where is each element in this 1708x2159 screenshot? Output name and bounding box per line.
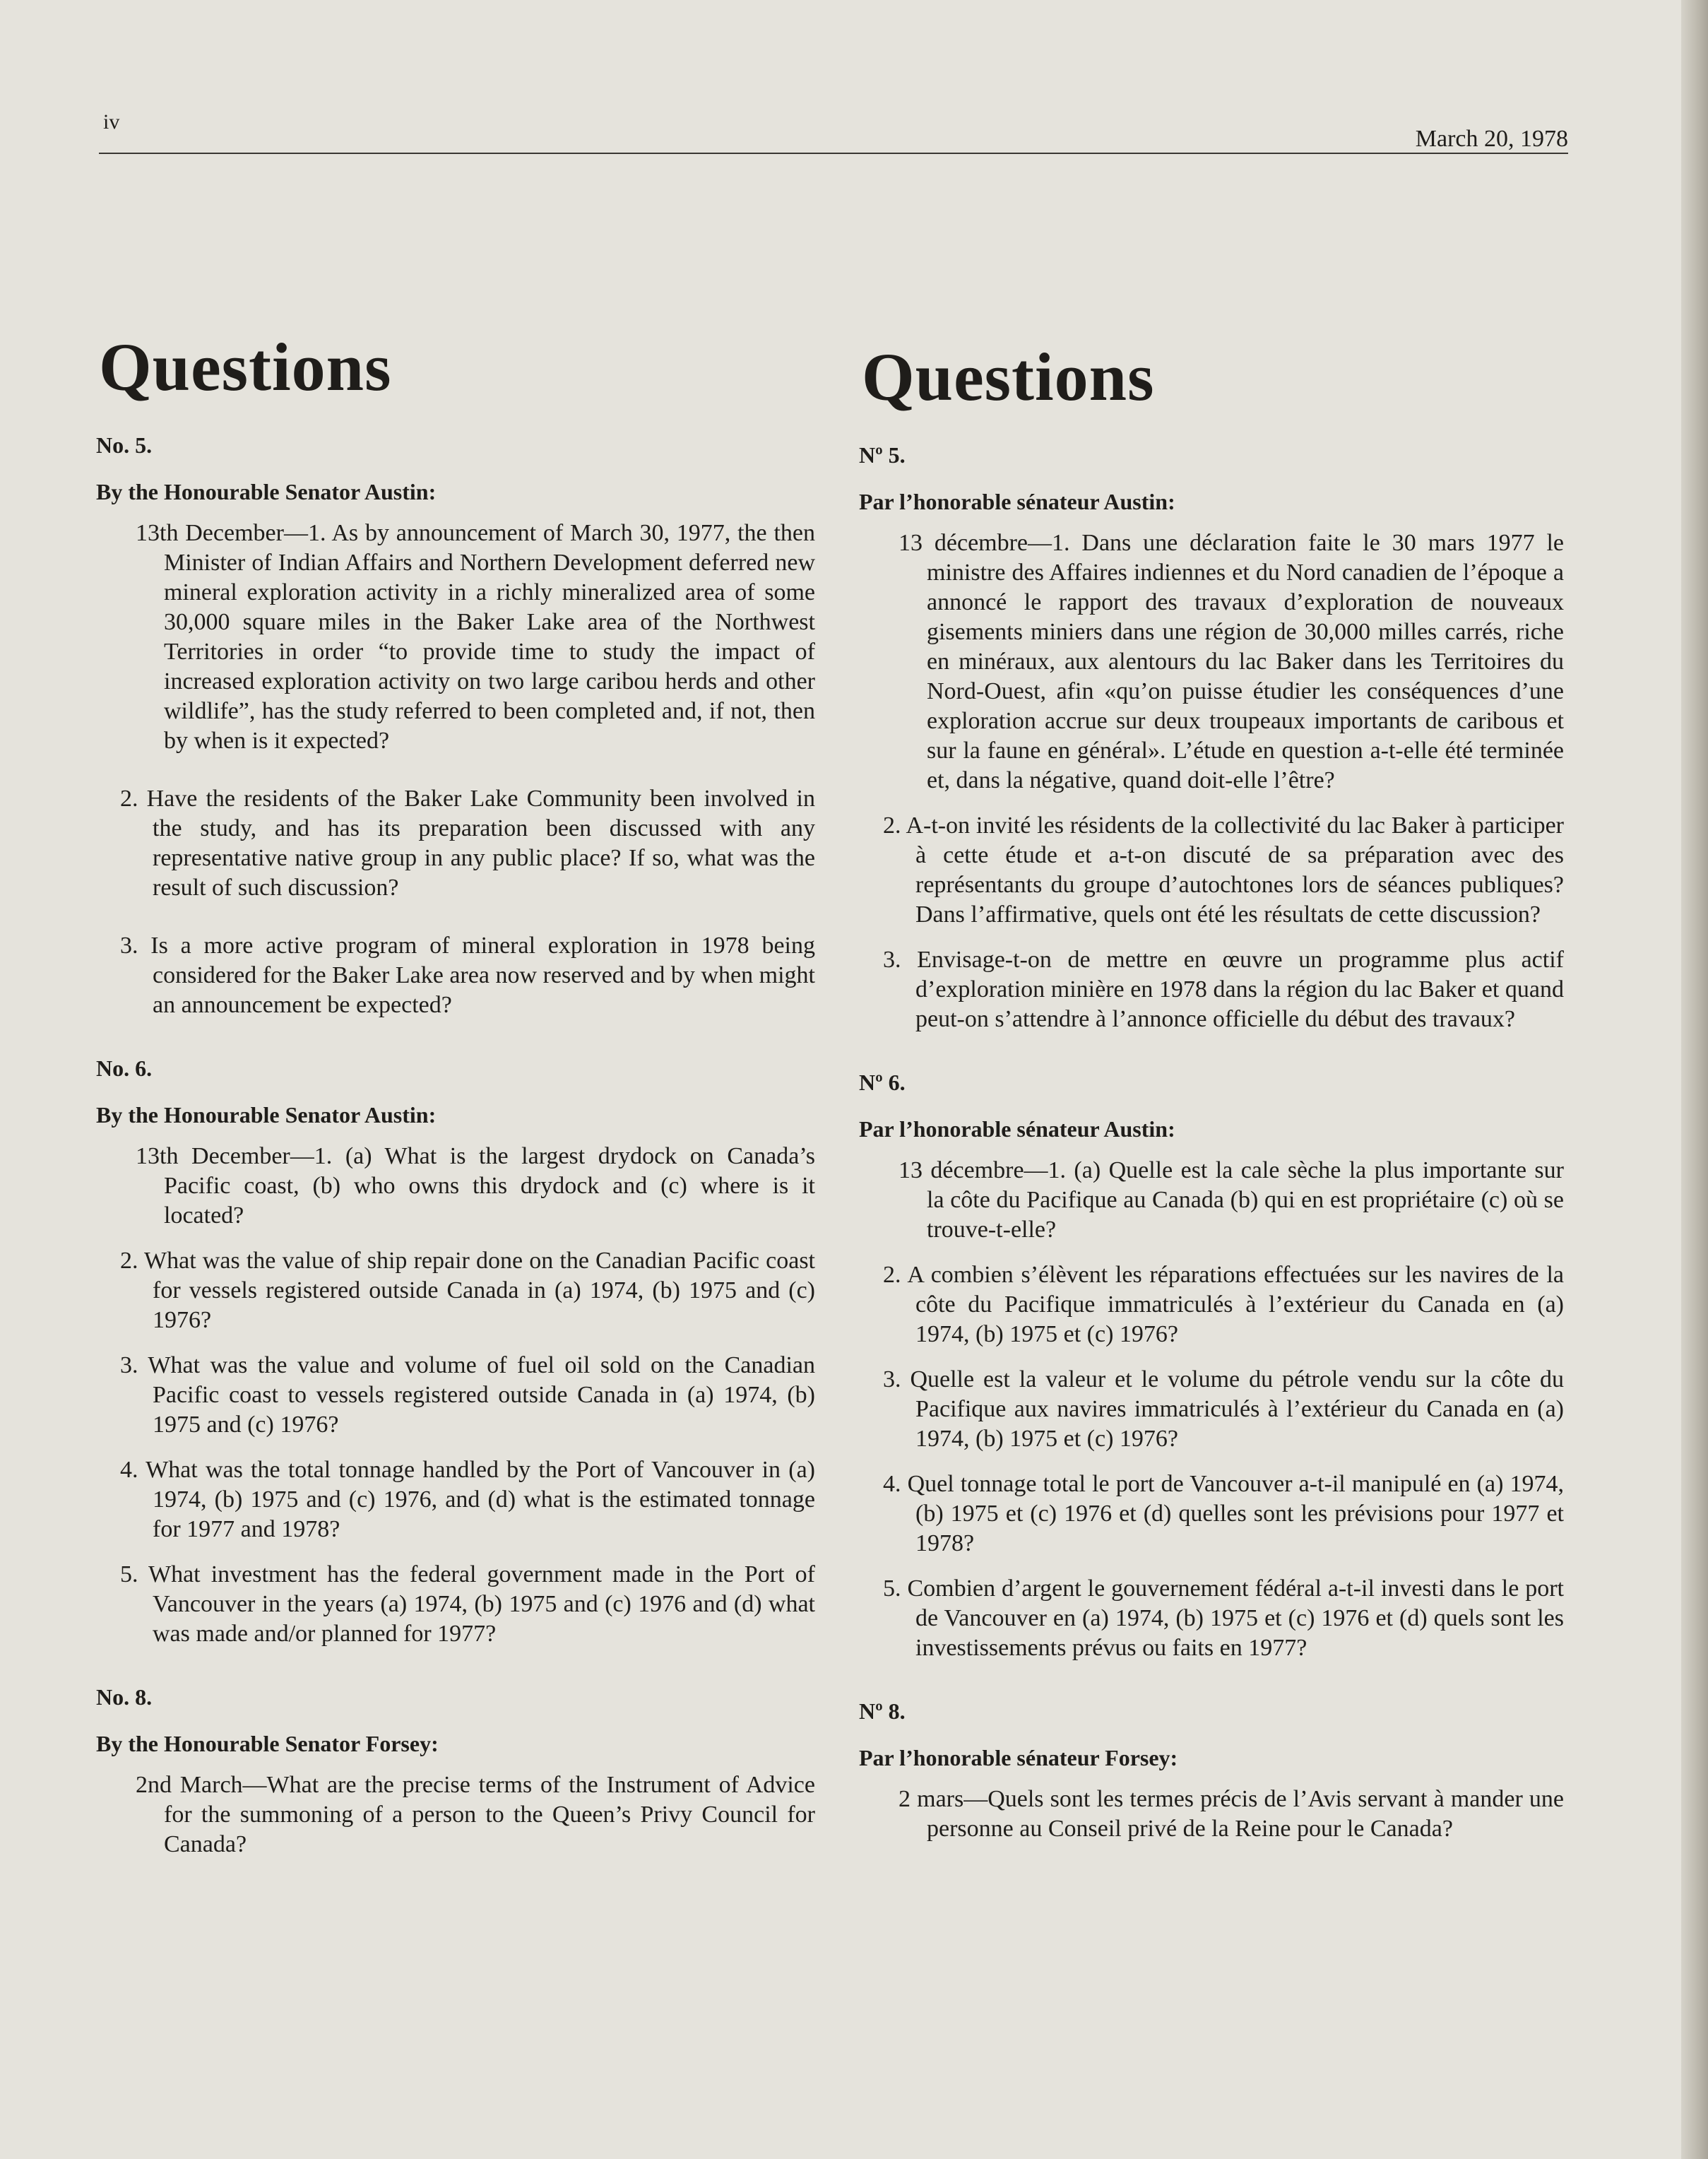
french-column [848,332,1568,1878]
question-item: 5. Combien d’argent le gouvernement fédéral a-t-il investi dans le port de Vancouver en (a) 1974, (b) 1975 et (c) 1976 et (d) quels sont les investissements prévus ou faits en 1977? [883,1575,1564,1661]
question-no-6 [848,1068,1568,1663]
page-folio: iv [103,110,120,134]
question-no-5 [85,431,819,1020]
question-item: 5. What investment has the federal government made in the Port of Vancouver in the years (a) 1974, (b) 1975 and (c) 1976 and (d) what was made and/or planned for 1977? [120,1561,815,1647]
question-number: No. 5. [96,432,153,458]
question-no-6 [85,1054,819,1649]
page-header [99,106,1568,154]
question-number: Nº 8. [859,1698,906,1724]
question-item: 2. A-t-on invité les résidents de la collectivité du lac Baker à participer à cette étude et a-t-on discuté de sa préparation avec des représentants du groupe d’autochtones lors de séances publiques? Dans l’affirmative, quels ont été les résultats de cette discussion? [883,812,1564,928]
question-number: Nº 5. [859,442,906,468]
question-author: By the Honourable Senator Austin: [96,479,437,504]
section-title: Questions [862,339,1155,415]
question-number: No. 6. [96,1055,153,1081]
question-item: 4. Quel tonnage total le port de Vancouver a-t-il manipulé en (a) 1974, (b) 1975 et (c) 1976 et (d) quelles sont les prévisions pour 1977 et 1978? [883,1471,1564,1556]
question-item: 13th December—1. As by announcement of March 30, 1977, the then Minister of Indian Affairs and Northern Development deferred new mineral exploration activity in a richly mineralized area of some 30,000 square miles in the Baker Lake area of the Northwest Territories in order “to provide time to study the impact of increased exploration activity on two large caribou herds and other wildlife”, has the study referred to been completed and, if not, then by when is it expected? [136,520,815,754]
question-number: Nº 6. [859,1070,906,1095]
question-item: 2. What was the value of ship repair done on the Canadian Pacific coast for vessels registered outside Canada in (a) 1974, (b) 1975 and (c) 1976? [120,1248,815,1333]
question-item: 2. A combien s’élèvent les réparations effectuées sur les navires de la côte du Pacifique immatriculés à l’extérieur du Canada en (a) 1974, (b) 1975 et (c) 1976? [883,1262,1564,1347]
question-item: 3. Is a more active program of mineral exploration in 1978 being considered for the Baker Lake area now reserved and by when might an announcement be expected? [120,933,815,1018]
question-author: Par l’honorable sénateur Austin: [859,1116,1175,1142]
question-item: 3. Envisage-t-on de mettre en œuvre un programme plus actif d’exploration minière en 1978 dans la région du lac Baker et quand peut-on s’attendre à l’annonce officielle du début des travaux? [883,947,1564,1032]
section-title: Questions [99,329,392,405]
question-item: 2 mars—Quels sont les termes précis de l’Avis servant à mander une personne au Conseil privé de la Reine pour le Canada? [899,1786,1564,1842]
question-item: 2. Have the residents of the Baker Lake Community been involved in the study, and has its preparation been discussed with any representative native group in any public place? If so, what was the result of such discussion? [120,786,815,901]
question-item: 13 décembre—1. (a) Quelle est la cale sèche la plus importante sur la côte du Pacifique au Canada (b) qui en est propriétaire (c) où se trouve-t-elle? [899,1157,1564,1243]
question-author: Par l’honorable sénateur Austin: [859,489,1175,514]
question-item: 13th December—1. (a) What is the largest drydock on Canada’s Pacific coast, (b) who owns this drydock and (c) where is it located? [136,1143,815,1229]
english-column [85,329,819,1893]
question-item: 4. What was the total tonnage handled by the Port of Vancouver in (a) 1974, (b) 1975 and (c) 1976, and (d) what is the estimated tonnage for 1977 and 1978? [120,1457,815,1542]
question-author: Par l’honorable sénateur Forsey: [859,1745,1178,1770]
question-number: No. 8. [96,1684,153,1710]
page-date: March 20, 1978 [1415,126,1568,152]
question-item: 13 décembre—1. Dans une déclaration faite le 30 mars 1977 le ministre des Affaires indiennes et du Nord canadien de l’époque a annoncé le rapport des travaux d’exploration de nouveaux gisements miniers dans une région de 30,000 milles carrés, riche en minéraux, aux alentours du lac Baker dans les Territoires du Nord-Ouest, afin «qu’on puisse étudier les conséquences d’une exploration accrue sur deux troupeaux importants de caribous et sur la faune en général». L’étude en question a-t-elle été terminée et, dans la négative, quand doit-elle l’être? [899,530,1564,793]
question-no-5 [848,441,1568,1034]
question-author: By the Honourable Senator Austin: [96,1102,437,1128]
question-author: By the Honourable Senator Forsey: [96,1731,439,1756]
question-item: 2nd March—What are the precise terms of the Instrument of Advice for the summoning of a person to the Queen’s Privy Council for Canada? [136,1772,815,1857]
question-no-8 [85,1683,819,1859]
question-item: 3. Quelle est la valeur et le volume du pétrole vendu sur la côte du Pacifique aux navires immatriculés à l’extérieur du Canada en (a) 1974, (b) 1975 et (c) 1976? [883,1366,1564,1452]
question-no-8 [848,1697,1568,1844]
page-binding-edge [1681,0,1708,2159]
question-item: 3. What was the value and volume of fuel oil sold on the Canadian Pacific coast to vessels registered outside Canada in (a) 1974, (b) 1975 and (c) 1976? [120,1352,815,1438]
